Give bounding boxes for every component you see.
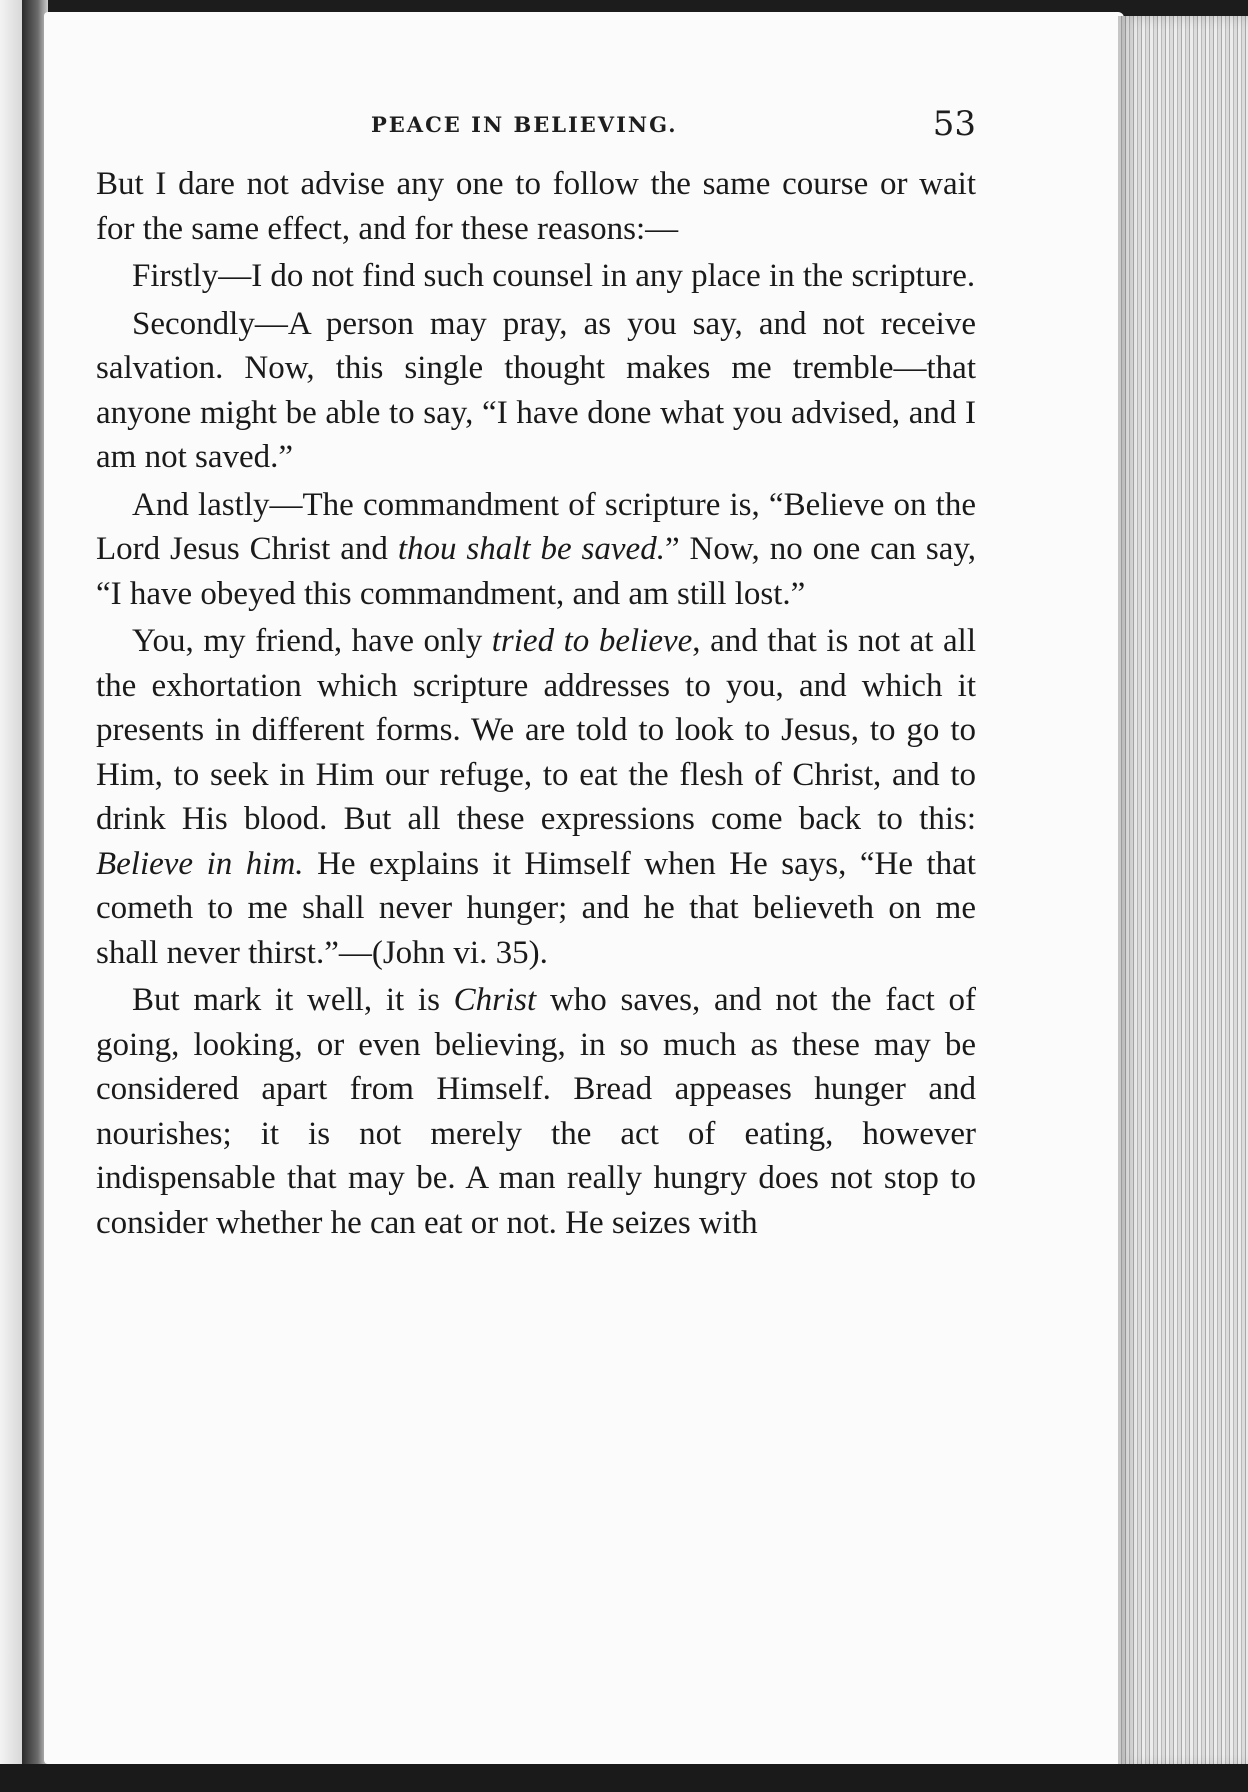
paragraph-5-text-end: He explains it Himself when He says, “He that cometh to me shall never hunger; and he that believeth on me shall never thirst.”—(John vi. 35). [96,845,976,971]
scan-bottom-border [0,1764,1248,1792]
paragraph-4-text: And lastly—The commandment of scripture is, “Believe on the Lord Jesus Christ and [96,486,976,567]
paragraph-4 [96,483,976,617]
paragraph-5-italic-2: Believe in him. [96,845,304,882]
body-text [96,162,976,1245]
paragraph-4-italic: thou shalt be saved. [397,531,665,567]
running-header [96,104,976,144]
running-title: PEACE IN BELIEVING. [371,112,678,137]
paragraph-6-italic: Christ [453,982,537,1018]
paragraph-1-text: But I dare not advise any one to follow the same course or wait for the same effect, and for these reasons:— [96,166,976,247]
paragraph-6 [96,978,976,1245]
paragraph-2-text: Firstly—I do not find such counsel in any place in the scripture. [132,258,976,294]
paragraph-2 [96,254,976,299]
paragraph-5 [96,619,976,975]
paragraph-3-text: Secondly—A person may pray, as you say, and not receive salvation. Now, this single thought makes me tremble—that anyone might be able to say, “I have done what you advised, and I am not saved.” [96,305,976,475]
paragraph-6-text-end: who saves, and not the fact of going, looking, or even believing, in so much as these may be considered apart from Himself. Bread appeases hunger and nourishes; it is not merely the act of eating, however indispensable that may be. A man really hungry does not stop to consider whether he can eat or not. He seizes with [96,982,976,1241]
paragraph-5-italic: tried to believe [491,623,693,659]
paragraph-3 [96,302,976,480]
paragraph-5-text-middle: , and that is not at all the exhortation which scripture addresses to you, and which it presents in different forms. We are told to look to Jesus, to go to Him, to seek in Him our refuge, to eat the flesh of Christ, and to drink His blood. But all these expressions come back to this: [96,623,977,837]
paragraph-5-text: You, my friend, have only [132,623,492,659]
paragraph-6-text: But mark it well, it is [132,982,454,1018]
page-fore-edge [1118,16,1248,1768]
paragraph-4-text-end: ” Now, no one can say, “I have obeyed this commandment, and am still lost.” [96,531,976,612]
facing-page-edge [0,0,22,1792]
paragraph-1 [96,162,976,251]
page-number: 53 [932,104,976,144]
